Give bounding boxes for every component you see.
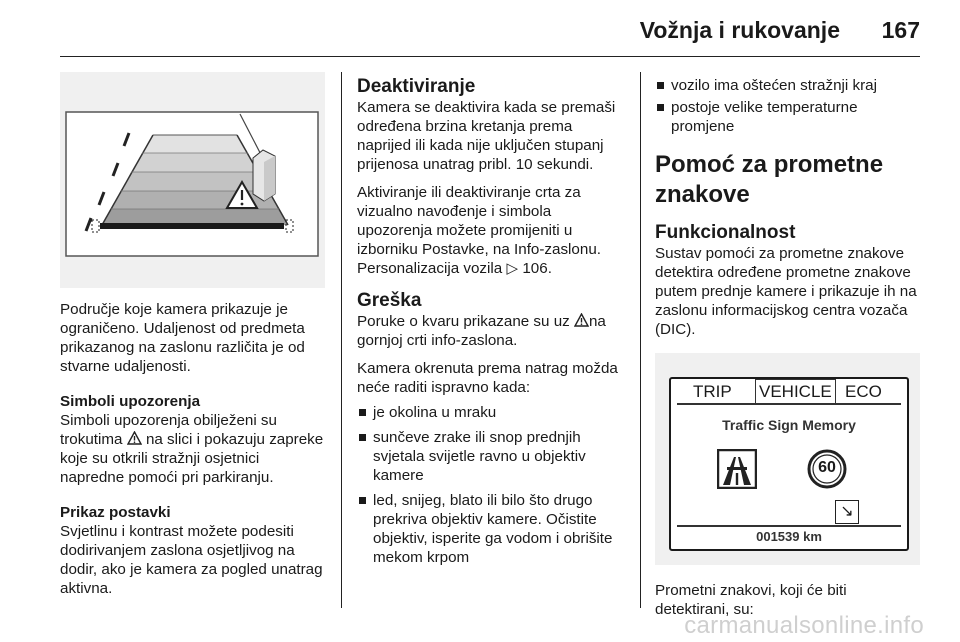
camera-range-paragraph: Područje koje kamera prikazuje je ograničeno. Udaljenost od predmeta prikazanog na zaslonu različita je od stvarne udaljenosti. [60,301,305,375]
warning-triangle-icon [127,431,142,445]
detected-signs-paragraph: Prometni znakovi, koji će biti detektirani, su: [655,582,847,618]
error-paragraph [357,312,627,350]
watermark: carmanualsonline.info [684,612,924,639]
dic-title: Traffic Sign Memory [722,417,856,433]
column-divider [640,72,641,608]
error-text-b: na gornjoj crti info-zaslona. [357,313,606,349]
functionality-paragraph: Sustav pomoći za prometne znakove detektira određene prometne znakove putem prednje kamere i prikazuje ih na zaslonu informacijskog centra vozača (DIC). [655,245,917,338]
list-item-text: sunčeve zrake ili snop prednjih svjetala svijetle ravno u objektiv kamere [373,429,586,484]
list-item [655,98,925,136]
page-number: 167 [881,17,920,43]
traffic-sign-assistant-heading: Pomoć za prometne znakove [655,151,884,208]
tab-vehicle: VEHICLE [755,379,836,404]
warning-symbols-heading: Simboli upozorenja [60,393,201,410]
motorway-sign-icon [717,449,757,489]
deactivation-paragraph: Kamera se deaktivira kada se premaši određena brzina kretanja prema naprijed ili kada nije uključen stupanj prijenosa unatrag pribl. 10 sekundi. [357,99,616,173]
bullet-square-icon [359,434,366,441]
warning-symbols-paragraph [60,411,325,487]
column-3 [655,76,925,619]
deactivation-heading: Deaktiviranje [357,76,476,97]
display-settings-paragraph: Svjetlinu i kontrast možete podesiti dodirivanjem zaslona osjetljivog na dodir, ako je kamera za pogled unatrag aktivna. [60,523,323,597]
list-item-text: je okolina u mraku [373,404,497,421]
bullet-square-icon [359,409,366,416]
page-reference-arrow-icon: ▷ [506,260,519,277]
error-text-a: Poruke o kvaru prikazane su uz [357,313,570,330]
dic-figure [655,353,920,565]
guidance-lines-paragraph [357,183,627,278]
column-1 [60,72,325,598]
odometer-divider [677,525,901,527]
warning-triangle-icon [574,313,589,327]
column-2 [357,76,627,567]
column-divider [341,72,342,608]
guidance-lines-text: Aktiviranje ili deaktiviranje crta za vizualno navođenje i simbola upozorenja možete promijeniti u izborniku Postavke, na Info-zaslonu. Personalizacija vozila [357,184,601,277]
list-item [357,491,627,567]
arrow-down-right-icon: ↘ [835,500,859,524]
list-item [655,76,925,95]
list-item [357,428,627,485]
odometer-value: 001539 km [756,529,822,544]
bullet-square-icon [657,82,664,89]
warning-symbols-text-a: Simboli upozorenja obilježeni su trokutima [60,412,277,448]
functionality-heading: Funkcionalnost [655,222,796,243]
rear-camera-figure [60,72,325,288]
bullet-square-icon [359,497,366,504]
tab-trip: TRIP [693,382,732,401]
list-item [357,403,627,422]
speed-limit-value: 60 [818,459,836,476]
tab-eco: ECO [845,382,882,401]
list-item-text: led, snijeg, blato ili bilo što drugo prekriva objektiv kamere. Očistite objektiv, isperite ga vodom i obrišite mekom krpom [373,492,613,566]
list-item-text: postoje velike temperaturne promjene [671,99,858,135]
page-reference: 106. [522,260,552,277]
display-settings-heading: Prikaz postavki [60,504,171,521]
rear-camera-illustration [60,72,325,288]
bullet-square-icon [657,104,664,111]
dic-screen [669,377,909,551]
error-heading: Greška [357,290,422,311]
camera-conditions-paragraph: Kamera okrenuta prema natrag možda neće raditi ispravno kada: [357,360,618,396]
tab-underline [677,403,901,405]
header-divider [60,56,920,57]
warning-symbols-text-b: na slici i pokazuju zapreke koje su otkrili stražnji osjetnici napredne pomoći pri parkiranju. [60,431,324,486]
header-title: Vožnja i rukovanje [639,17,840,43]
list-item-text: vozilo ima oštećen stražnji kraj [671,77,877,94]
